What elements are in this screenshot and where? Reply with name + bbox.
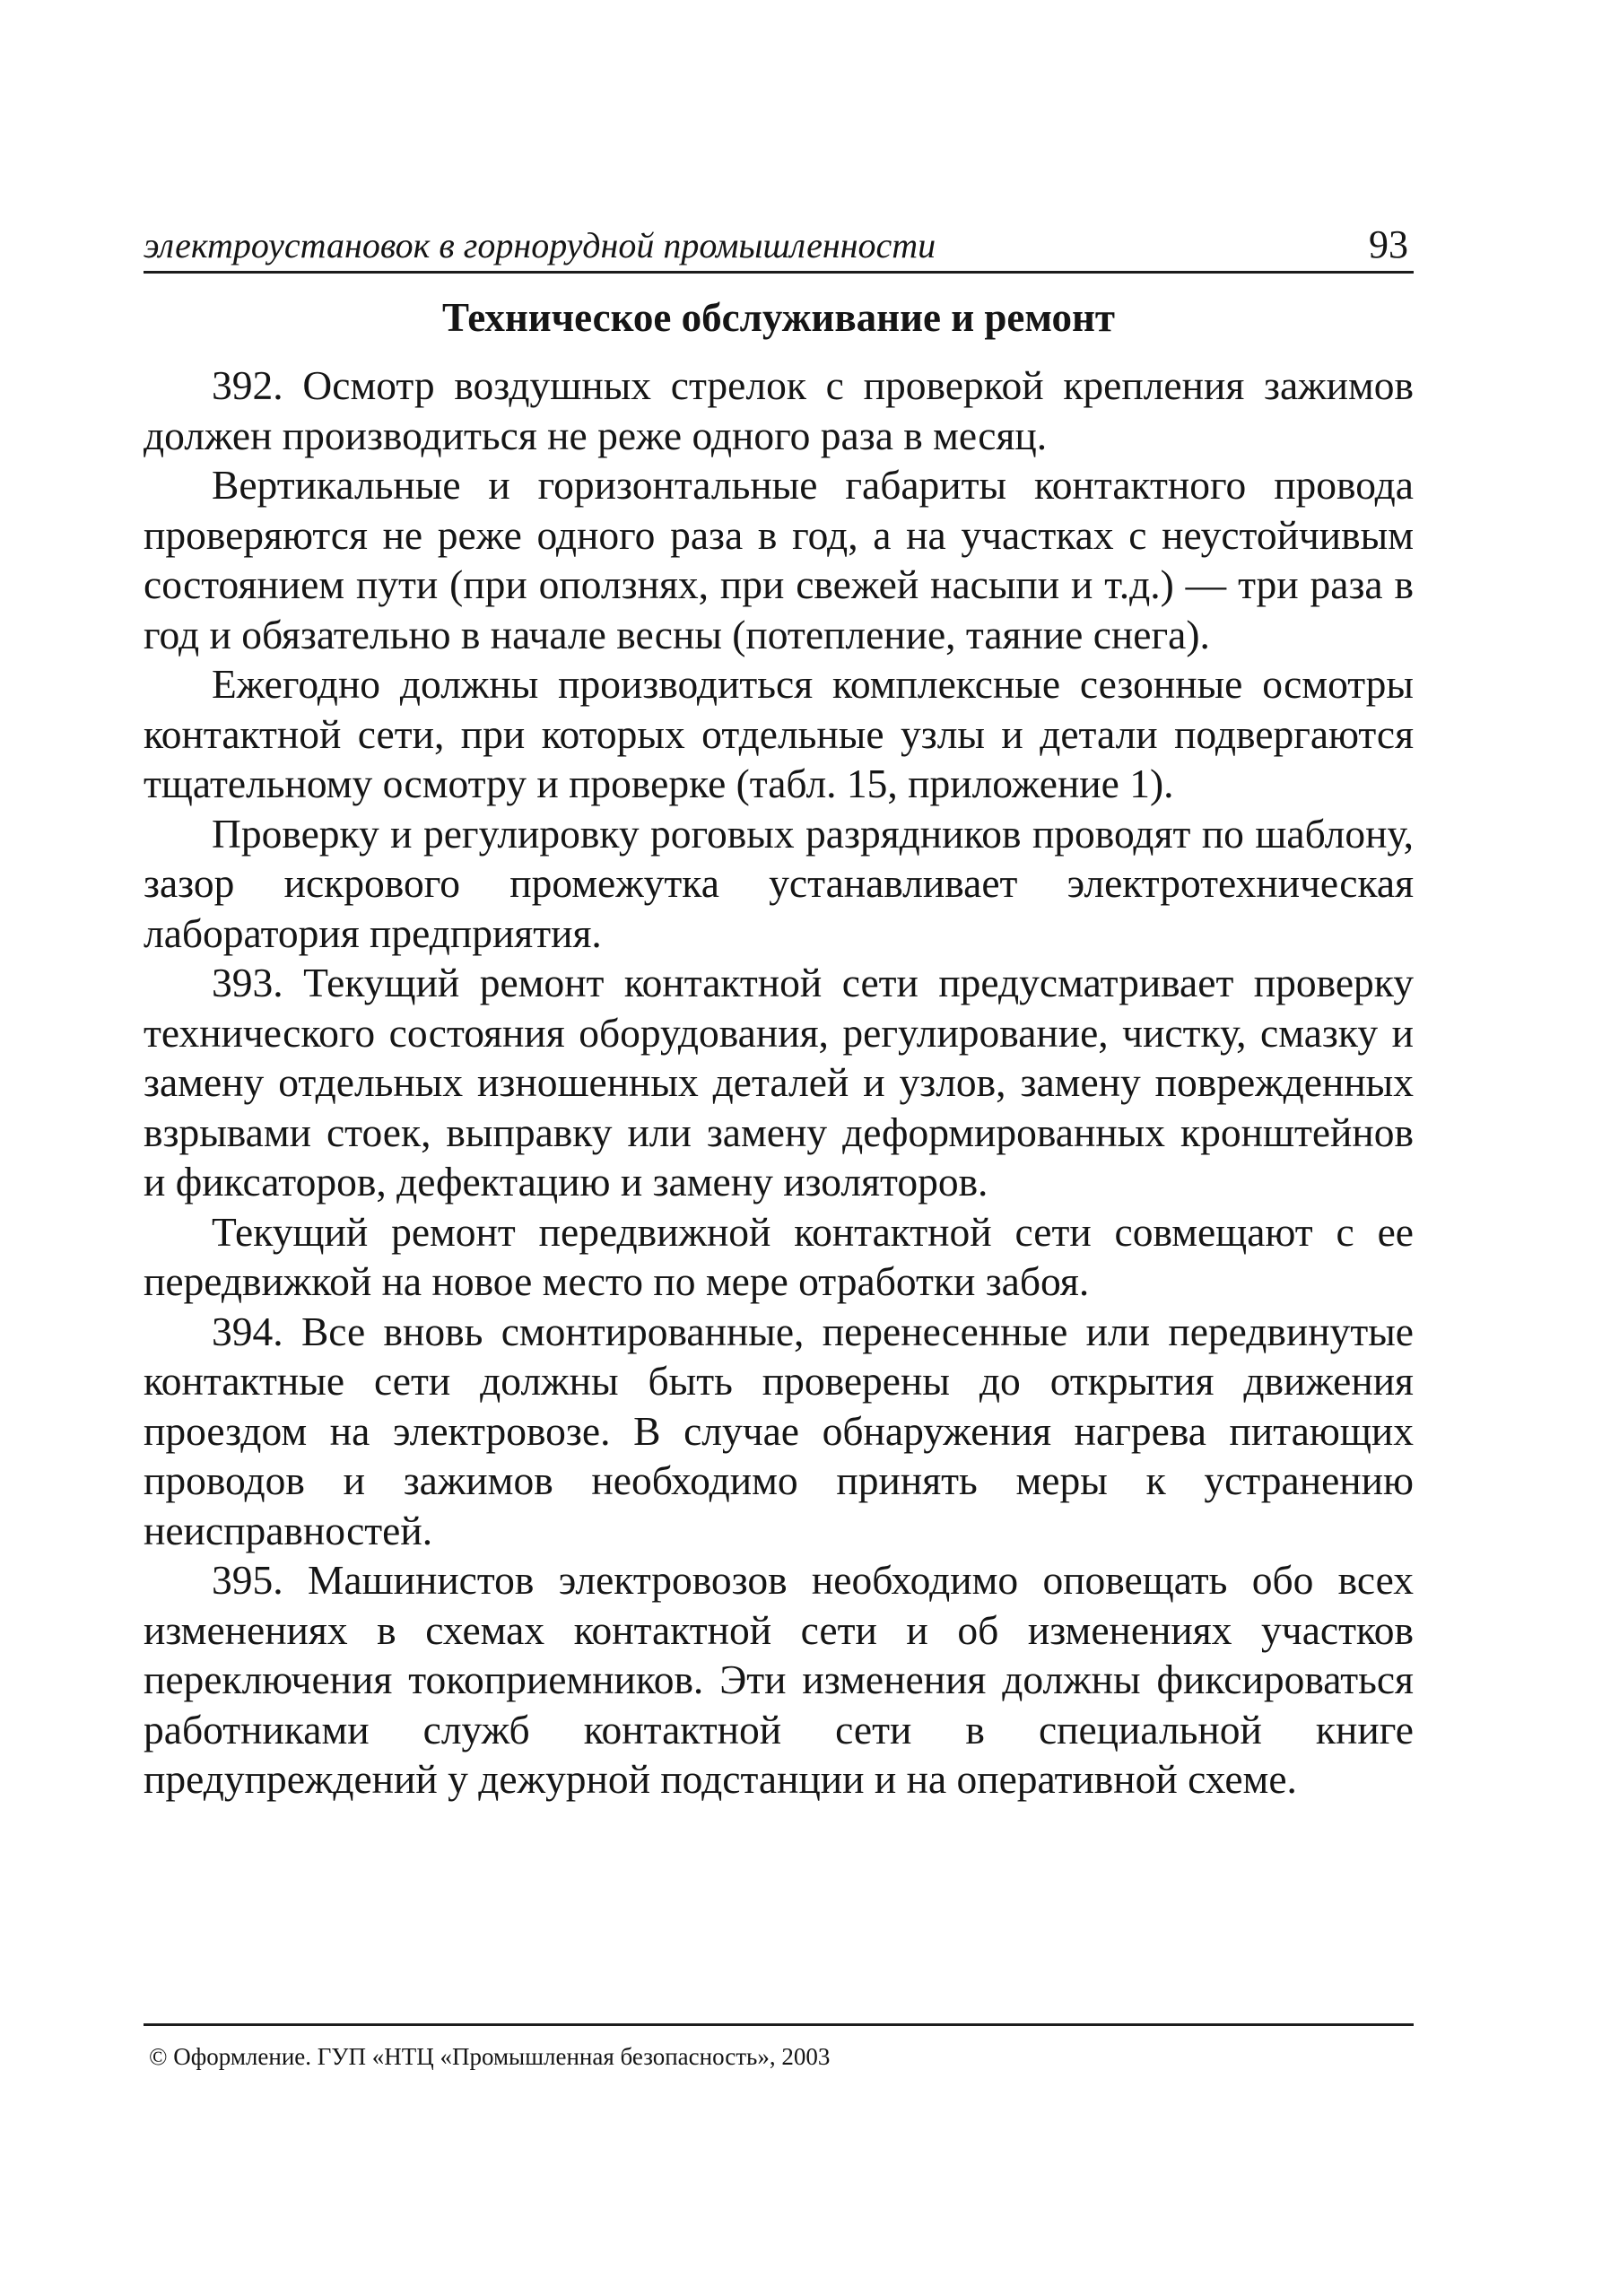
paragraph-razryadniki: Проверку и регулировку роговых разрядников проводят по шаблону, зазор искрового промежутка устанавливает электротехническая лаборатория предприятия. <box>144 810 1414 956</box>
page-number: 93 <box>1369 222 1408 266</box>
section-title: Техническое обслуживание и ремонт <box>442 295 1115 340</box>
paragraph-gabarity: Вертикальные и горизонтальные габариты контактного провода проверяются не реже одного раза в год, а на участках с неустойчивым состоянием пути (при оползнях, при свежей насыпи и т.д.) — три раза в год и обязательно в начале весны (потепление, таяние снега). <box>144 462 1414 657</box>
paragraph-392: 392. Осмотр воздушных стрелок с проверкой крепления зажимов должен производиться не реже одного раза в месяц. <box>144 362 1414 458</box>
paragraph-394: 394. Все вновь смонтированные, перенесенные или передвинутые контактные сети должны быть проверены до открытия движения проездом на электровозе. В случае обнаружения нагрева питающих проводов и зажимов необходимо принять меры к устранению неисправностей. <box>144 1308 1414 1553</box>
paragraph-395: 395. Машинистов электровозов необходимо оповещать обо всех изменениях в схемах контактной сети и об изменениях участков переключения токоприемников. Эти изменения должны фиксироваться работниками служб контактной сети в специальной книге предупреждений у дежурной подстанции и на оперативной схеме. <box>144 1557 1414 1802</box>
paragraph-393: 393. Текущий ремонт контактной сети предусматривает проверку технического состояния оборудования, регулирование, чистку, смазку и замену отдельных изношенных деталей и узлов, замену поврежденных взрывами стоек, выправку или замену деформированных кронштейнов и фиксаторов, дефектацию и замену изоляторов. <box>144 960 1414 1205</box>
footer-copyright: © Оформление. ГУП «НТЦ «Промышленная безопасность», 2003 <box>149 2043 831 2070</box>
body-text <box>144 361 1414 1805</box>
paragraph-peredvizhnaya-set: Текущий ремонт передвижной контактной сети совмещают с ее передвижкой на новое место по мере отработки забоя. <box>144 1208 1414 1304</box>
running-header-title: электроустановок в горнорудной промышленности <box>144 225 936 265</box>
paragraph-sezonnye-osmotry: Ежегодно должны производиться комплексные сезонные осмотры контактной сети, при которых отдельные узлы и детали подвергаются тщательному осмотру и проверке (табл. 15, приложение 1). <box>144 661 1414 806</box>
footer-divider <box>144 2023 1414 2026</box>
running-header <box>144 222 1414 274</box>
